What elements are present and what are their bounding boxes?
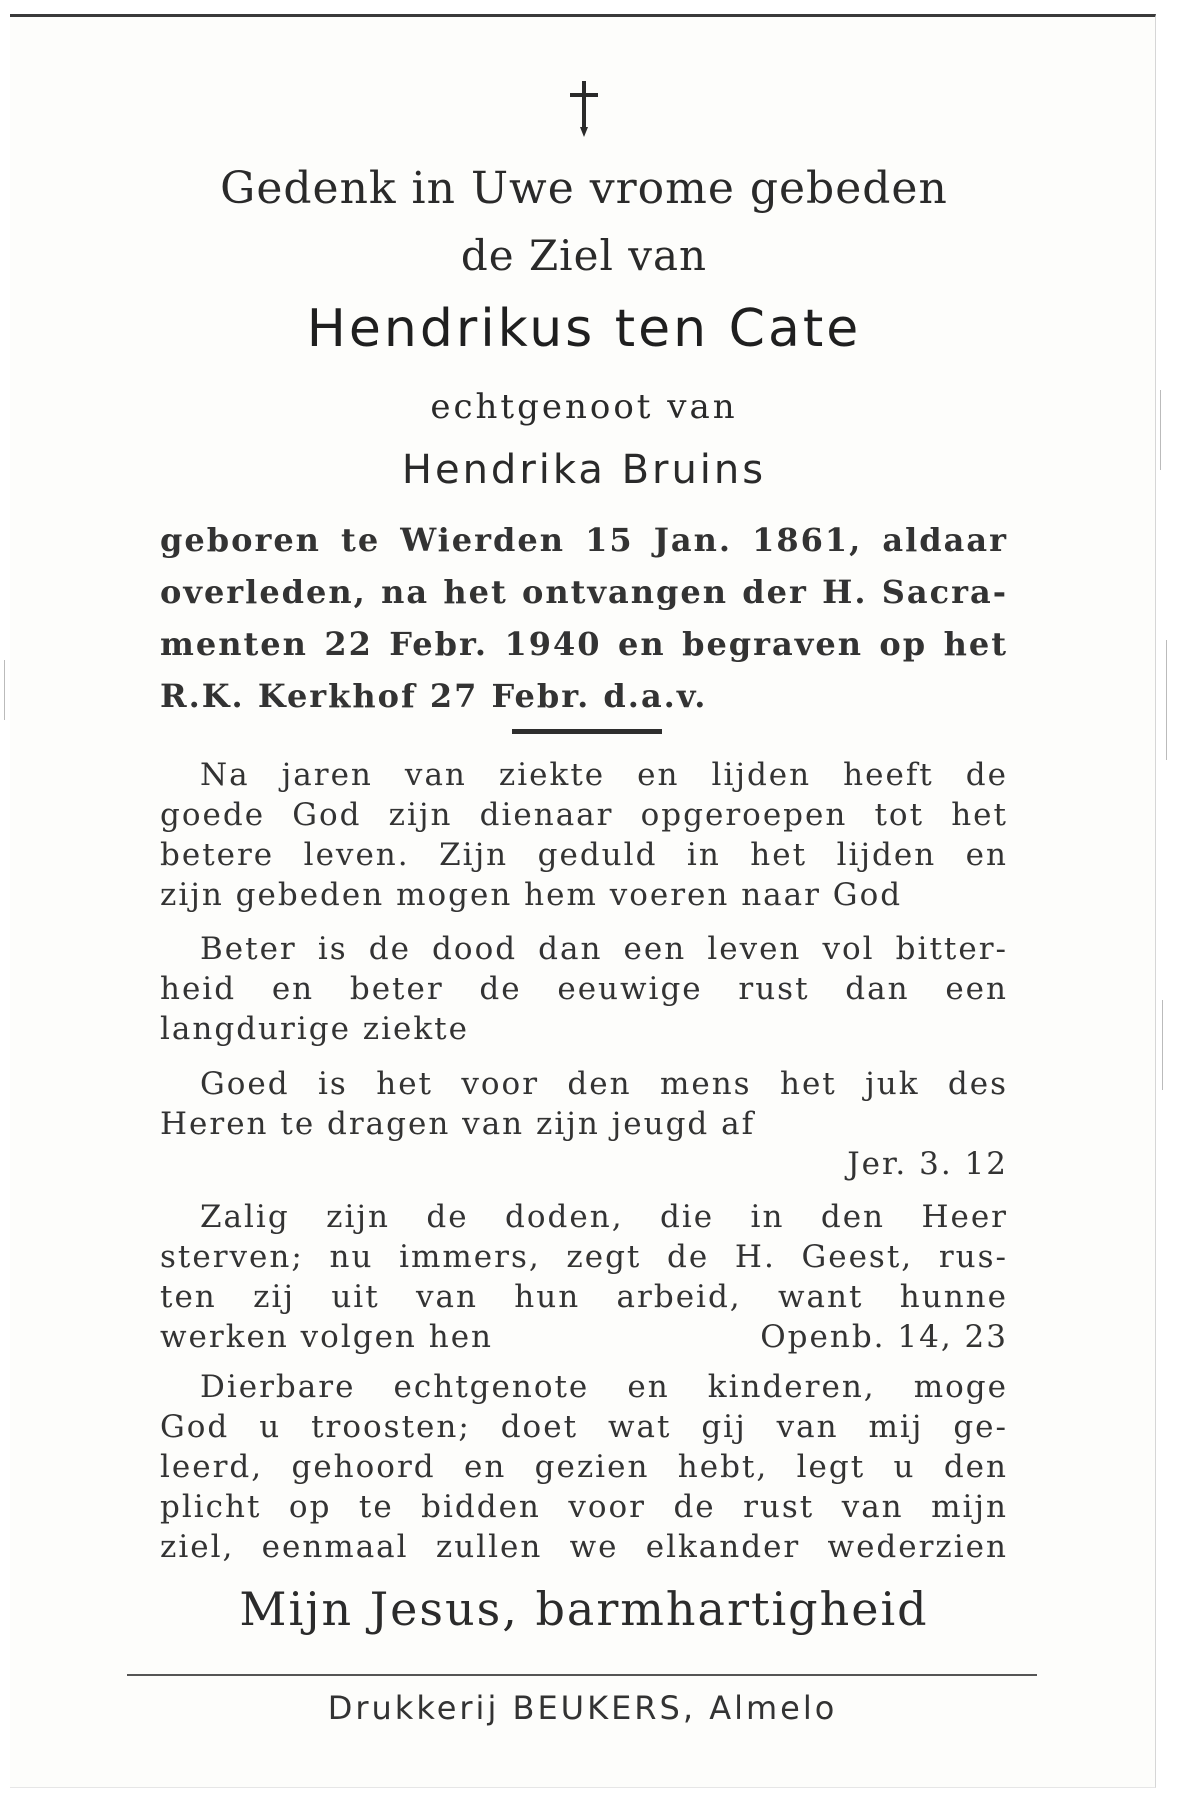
scan-artifact xyxy=(1160,390,1161,470)
paragraph-4 xyxy=(160,1197,1008,1357)
text-line: goede God zijn dienaar opgeroepen tot het xyxy=(160,797,1008,833)
text-line: werken volgen hen xyxy=(160,1319,494,1355)
deceased-name: Hendrikus ten Cate xyxy=(306,299,862,359)
paragraph-3 xyxy=(160,1064,1008,1184)
text-line: Zalig zijn de doden, die in den Heer xyxy=(200,1199,1008,1235)
text-line: langdurige ziekte xyxy=(160,1011,469,1047)
scan-artifact xyxy=(1166,640,1167,760)
cross-icon xyxy=(567,79,601,139)
text-line: plicht op te bidden voor de rust van mijn xyxy=(160,1489,1008,1525)
spouse-name: Hendrika Bruins xyxy=(401,447,767,493)
scan-artifact xyxy=(4,660,5,720)
bottom-divider xyxy=(127,1674,1037,1676)
biography xyxy=(160,514,1008,722)
text-line: ziel, eenmaal zullen we elkander wederzien xyxy=(160,1529,1008,1565)
closing-prayer: Mijn Jesus, barmhartigheid xyxy=(239,1582,929,1636)
text-line: zijn gebeden mogen hem voeren naar God xyxy=(160,877,903,913)
scripture-reference: Jer. 3. 12 xyxy=(847,1146,1008,1182)
memorial-card xyxy=(10,14,1156,1788)
text-line-with-reference xyxy=(160,1317,1008,1357)
divider xyxy=(512,729,662,734)
paragraph-2 xyxy=(160,929,1008,1049)
printer-credit: Drukkerij BEUKERS, Almelo xyxy=(327,1689,838,1727)
text-line: leerd, gehoord en gezien hebt, legt u den xyxy=(160,1449,1008,1485)
spouse-label: echtgenoot van xyxy=(430,387,738,427)
text-line: Beter is de dood dan een leven vol bitter- xyxy=(200,931,1008,967)
text-line: God u troosten; doet wat gij van mij ge- xyxy=(160,1409,1008,1445)
text-line: heid en beter de eeuwige rust dan een xyxy=(160,971,1008,1007)
scan-artifact xyxy=(1162,1000,1163,1090)
heading-line-2: de Ziel van xyxy=(460,231,708,280)
text-line: sterven; nu immers, zegt de H. Geest, rus- xyxy=(160,1239,1008,1275)
paragraph-5 xyxy=(160,1367,1008,1567)
text-line: ten zij uit van hun arbeid, want hunne xyxy=(160,1279,1008,1315)
text-line: Dierbare echtgenote en kinderen, moge xyxy=(200,1369,1008,1405)
paragraph-1 xyxy=(160,755,1008,915)
text-line: betere leven. Zijn geduld in het lijden en xyxy=(160,837,1008,873)
bio-line: overleden, na het ontvangen der H. Sacra- xyxy=(160,573,1008,611)
bio-line: menten 22 Febr. 1940 en begraven op het xyxy=(160,625,1008,663)
bio-line: geboren te Wierden 15 Jan. 1861, aldaar xyxy=(160,521,1008,559)
scripture-reference: Openb. 14, 23 xyxy=(760,1319,1008,1355)
heading-line-1: Gedenk in Uwe vrome gebeden xyxy=(220,163,948,214)
text-line: Goed is het voor den mens het juk des xyxy=(200,1066,1008,1102)
bio-line: R.K. Kerkhof 27 Febr. d.a.v. xyxy=(160,677,708,715)
text-line: Na jaren van ziekte en lijden heeft de xyxy=(200,757,1008,793)
text-line: Heren te dragen van zijn jeugd af xyxy=(160,1106,756,1142)
